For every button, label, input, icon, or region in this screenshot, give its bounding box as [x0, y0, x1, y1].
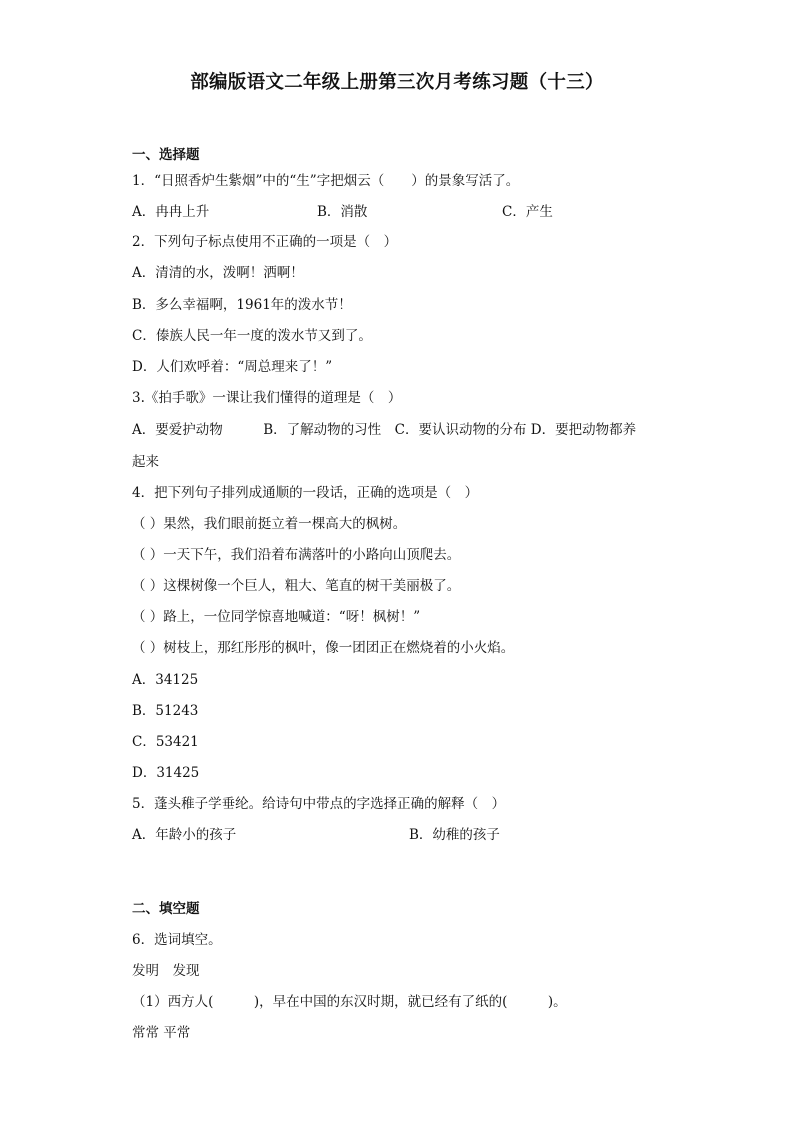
question-6-word-choices-2: 常常 平常 — [132, 1025, 191, 1041]
question-4-option-a: A．34125 — [132, 672, 199, 688]
question-3-options: A．要爱护动物 B．了解动物的习性 C．要认识动物的分布 D．要把动物都养 — [132, 422, 637, 438]
question-1-stem: 1．“日照香炉生紫烟”中的“生”字把烟云（ ）的景象写活了。 — [132, 173, 520, 189]
question-2-stem: 2．下列句子标点使用不正确的一项是（ ） — [132, 234, 398, 250]
question-1-option-c: C．产生 — [502, 204, 553, 220]
question-6-word-choices-1: 发明 发现 — [132, 963, 200, 979]
question-4-stem: 4．把下列句子排列成通顺的一段话，正确的选项是（ ） — [132, 485, 479, 501]
question-1-option-a: A．冉冉上升 — [132, 204, 210, 220]
question-1-option-b: B．消散 — [317, 204, 368, 220]
question-2-option-d: D．人们欢呼着：“周总理来了！” — [132, 359, 333, 375]
section-heading-choice: 一、选择题 — [132, 147, 200, 163]
question-4-sentence-2: （ ）一天下午，我们沿着布满落叶的小路向山顶爬去。 — [132, 547, 461, 563]
question-3-stem: 3.《拍手歌》一课让我们懂得的道理是（ ） — [132, 390, 402, 406]
question-4-sentence-5: （ ）树枝上，那红彤彤的枫叶，像一团团正在燃烧着的小火焰。 — [132, 640, 515, 656]
question-2-option-a: A．清清的水，泼啊！洒啊！ — [132, 265, 304, 281]
question-2-option-c: C．傣族人民一年一度的泼水节又到了。 — [132, 328, 372, 344]
question-4-sentence-1: （ ）果然，我们眼前挺立着一棵高大的枫树。 — [132, 516, 407, 532]
question-2-option-b: B．多么幸福啊，1961年的泼水节！ — [132, 297, 352, 313]
page-title: 部编版语文二年级上册第三次月考练习题（十三） — [190, 72, 604, 93]
question-6-item-1: （1）西方人( )，早在中国的东汉时期，就已经有了纸的( )。 — [132, 994, 567, 1010]
question-6-stem: 6．选词填空。 — [132, 932, 222, 948]
question-4-option-c: C．53421 — [132, 734, 199, 750]
section-heading-fill: 二、填空题 — [132, 901, 200, 917]
question-4-sentence-4: （ ）路上，一位同学惊喜地喊道：“呀！枫树！” — [132, 609, 421, 625]
question-5-option-b: B．幼稚的孩子 — [409, 827, 500, 843]
question-4-option-d: D．31425 — [132, 765, 200, 781]
question-4-option-b: B．51243 — [132, 703, 199, 719]
question-5-option-a: A．年龄小的孩子 — [132, 827, 237, 843]
question-3-options-wrap: 起来 — [132, 454, 159, 470]
question-4-sentence-3: （ ）这棵树像一个巨人，粗大、笔直的树干美丽极了。 — [132, 578, 461, 594]
question-5-stem: 5．蓬头稚子学垂纶。给诗句中带点的字选择正确的解释（ ） — [132, 796, 506, 812]
